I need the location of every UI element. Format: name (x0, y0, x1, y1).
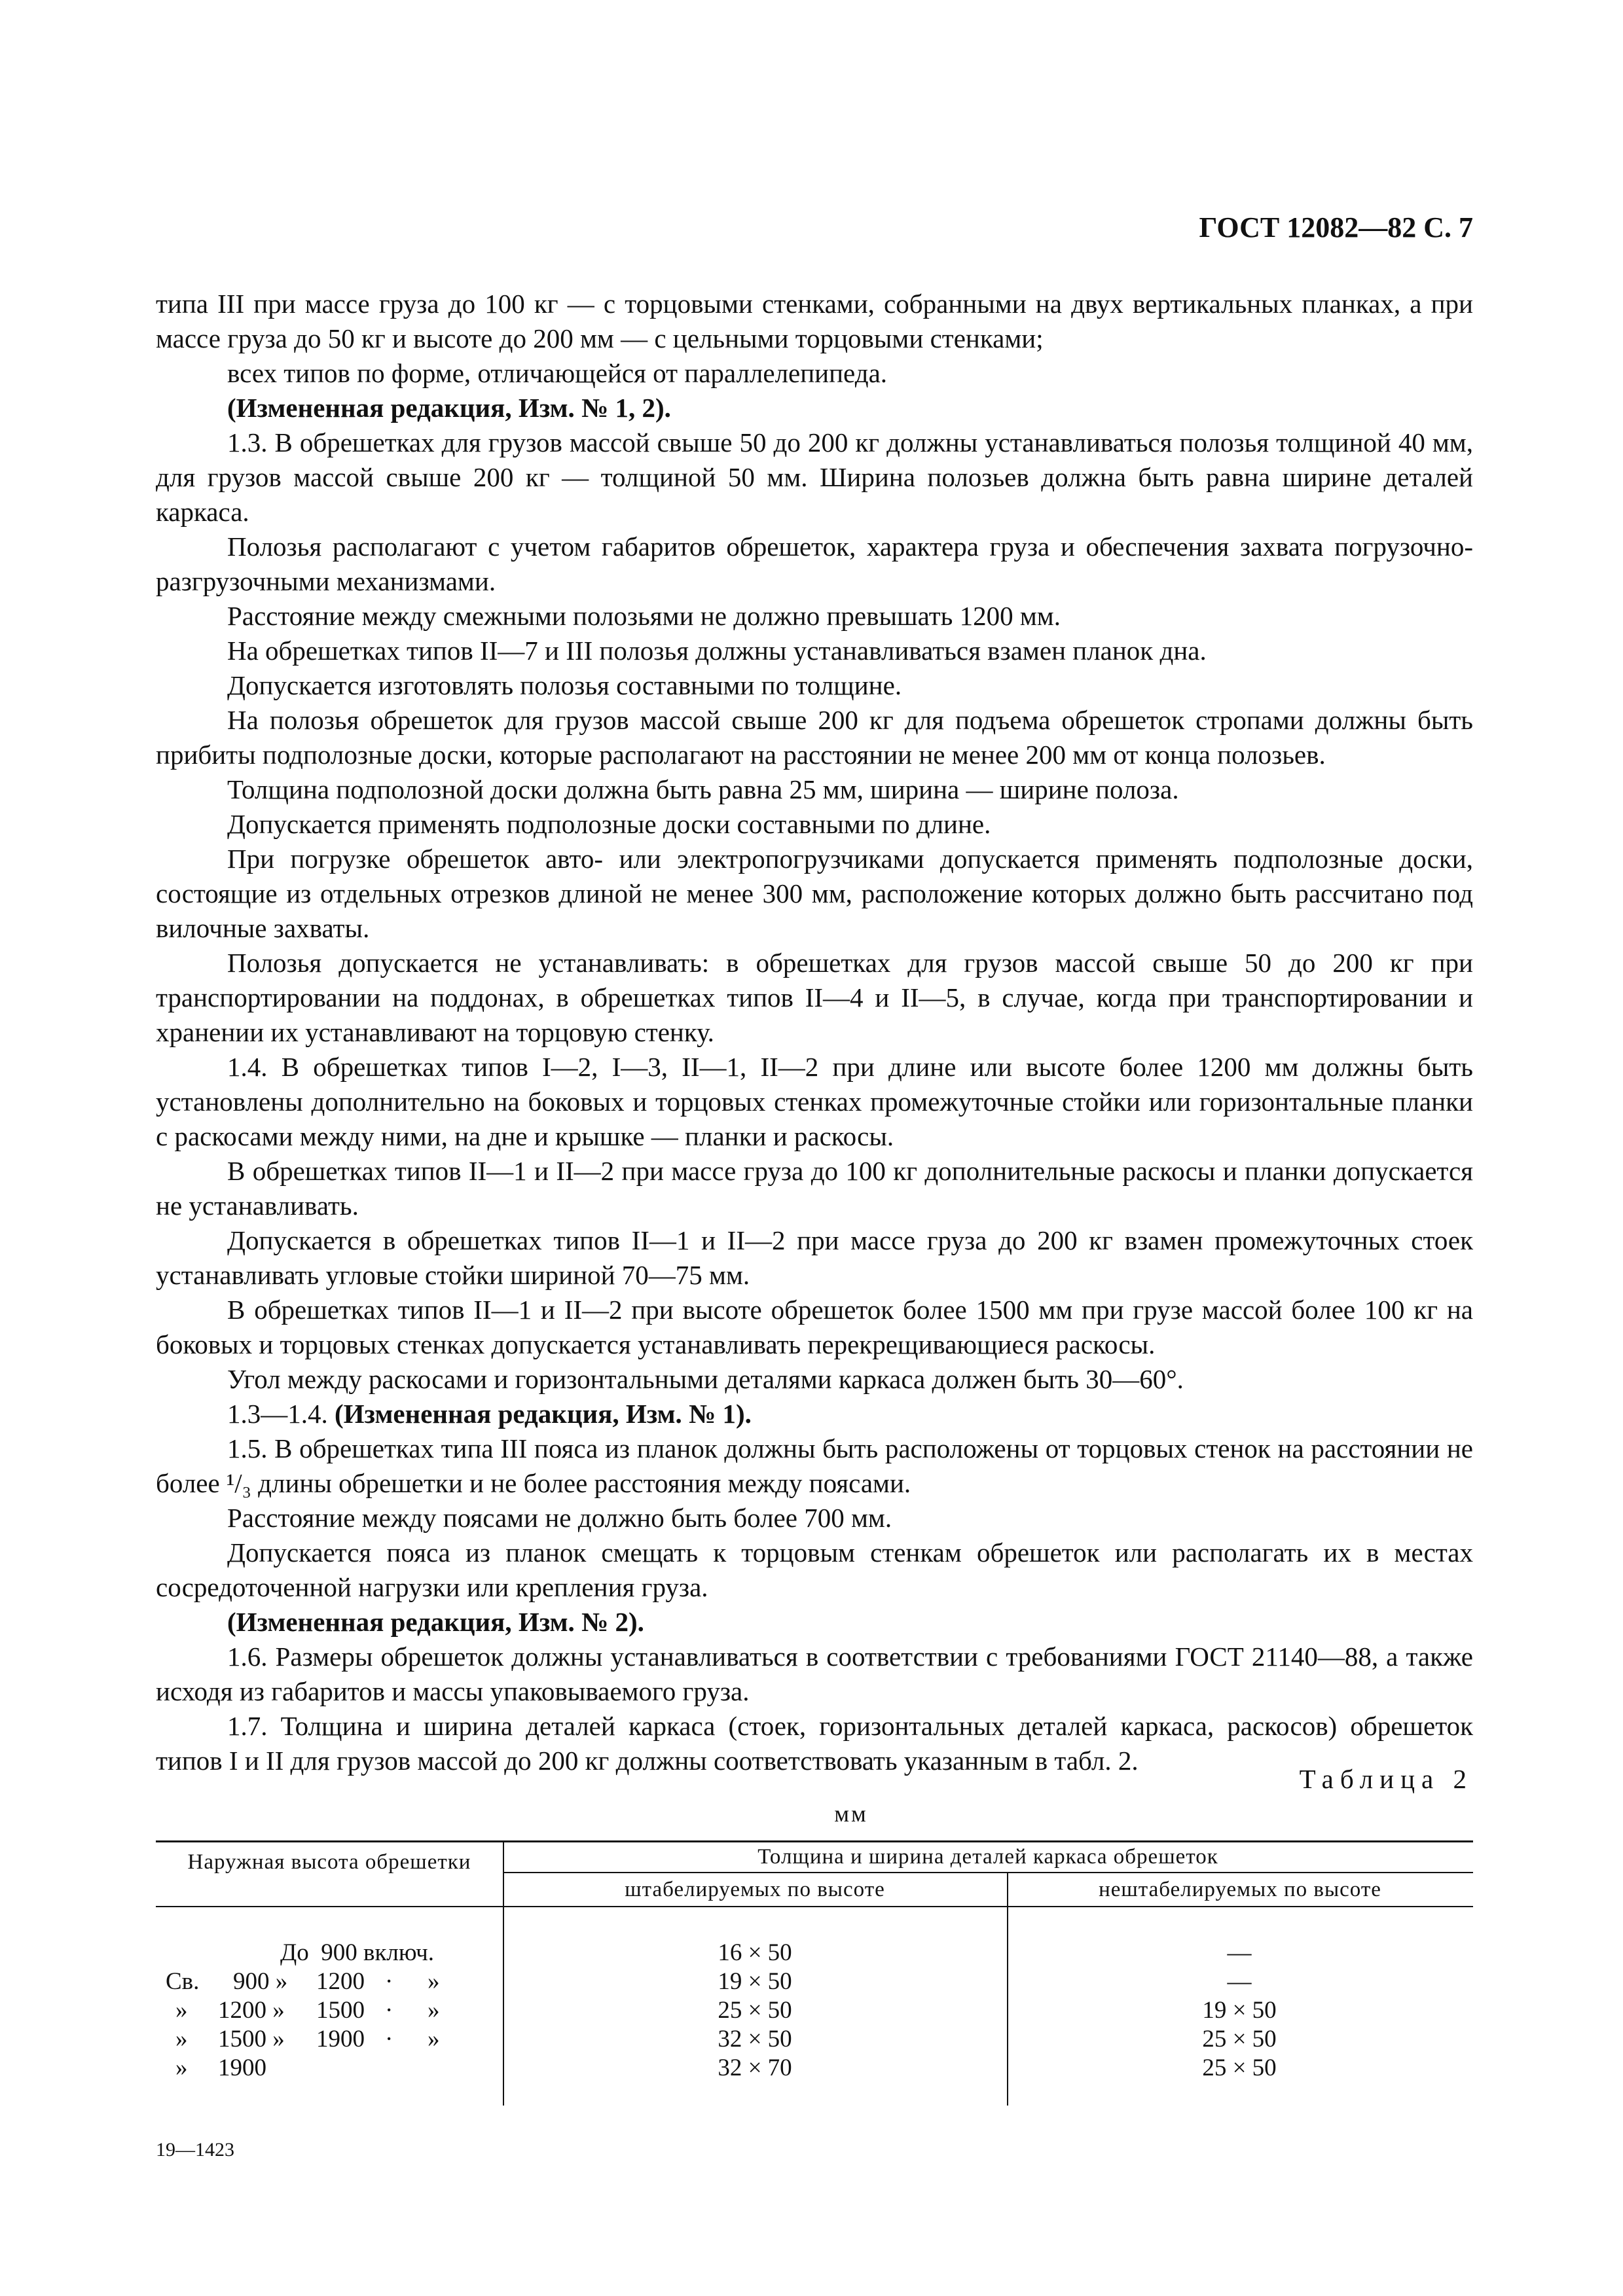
row-prefix: Св. (166, 1968, 200, 1995)
row-ditto-mark: » (428, 1968, 440, 1995)
paragraph: 1.6. Размеры обрешеток должны устанавливаться в соответствии с требованиями ГОСТ 21140—88, а также исходя из габаритов и массы упаковываемого груза. (156, 1641, 1473, 1706)
cell-stackable: 32 × 70 (718, 2054, 792, 2081)
row-prefix: » (175, 1997, 188, 2024)
paragraph: Допускается применять подполозные доски составными по длине. (227, 809, 991, 839)
paragraph: Полозья располагают с учетом габаритов обрешеток, характера груза и обеспечения захвата погрузочно-разгрузочными механизмами. (156, 531, 1473, 596)
paragraph: типа III при массе груза до 100 кг — с торцовыми стенками, собранными на двух вертикальных планках, а при массе груза до 50 кг и высоте до 200 мм — с цельными торцовыми стенками; (156, 289, 1473, 353)
table-top-rule (156, 1840, 1473, 1842)
row-ditto-dot: · (385, 1997, 393, 2024)
row-ditto-mark: » (428, 1997, 440, 2024)
amendment-note: (Измененная редакция, Изм. № 2). (227, 1607, 644, 1637)
paragraph: Расстояние между смежными полозьями не должно превышать 1200 мм. (227, 601, 1061, 631)
row-ditto-dot: · (385, 2026, 393, 2053)
row-from: 1500 » (218, 2026, 285, 2053)
table-group-rule (503, 1872, 1473, 1873)
paragraph: всех типов по форме, отличающейся от параллелепипеда. (227, 358, 888, 388)
table-caption: Таблица 2 (1299, 1764, 1473, 1794)
cell-stackable: 25 × 50 (718, 1997, 792, 2024)
header-outer-height: Наружная высота обрешетки (187, 1850, 471, 1874)
cell-non-stackable: 19 × 50 (1202, 1997, 1277, 2024)
amendment-note-mixed (156, 1397, 1473, 1431)
paragraph: В обрешетках типов II—1 и II—2 при высоте обрешеток более 1500 мм при грузе массой более 100 кг на боковых и торцовых стенках допускается устанавливать перекрещивающиеся раскосы. (156, 1295, 1473, 1359)
paragraph: Угол между раскосами и горизонтальными деталями каркаса должен быть 30—60°. (227, 1364, 1184, 1394)
row-to: 1500 (316, 1997, 365, 2024)
row-from: 1200 » (218, 1997, 285, 2024)
row-prefix: » (175, 2026, 188, 2053)
paragraph: 1.7. Толщина и ширина деталей каркаса (стоек, горизонтальных деталей каркаса, раскосов) обрешеток типов I и II для грузов массой до 200 кг должны соответствовать указанным в табл. 2. (156, 1711, 1473, 1776)
row-height-range: До 900 включ. (280, 1939, 434, 1966)
paragraph: Полозья допускается не устанавливать: в обрешетках для грузов массой свыше 50 до 200 кг при транспортировании на поддонах, в обрешетках типов II—4 и II—5, в случае, когда при транспортировании и хранении их устанавливают на торцовую стенку. (156, 948, 1473, 1047)
amendment-note: (Измененная редакция, Изм. № 1, 2). (227, 393, 671, 423)
paragraph: 1.4. В обрешетках типов I—2, I—3, II—1, II—2 при длине или высоте более 1200 мм должны быть установлены дополнительно на боковых и торцовых стенках промежуточные стойки или горизонтальные планки с раскосами между ними, на дне и крышке — планки и раскосы. (156, 1052, 1473, 1151)
cell-stackable: 19 × 50 (718, 1968, 792, 1995)
cell-stackable: 16 × 50 (718, 1939, 792, 1966)
page-footer-code: 19—1423 (156, 2139, 234, 2161)
row-ditto-mark: » (428, 2026, 440, 2053)
paragraph: Допускается в обрешетках типов II—1 и II—2 при массе груза до 200 кг взамен промежуточных стоек устанавливать угловые стойки шириной 70—75 мм. (156, 1225, 1473, 1290)
paragraph: Расстояние между поясами не должно быть более 700 мм. (227, 1503, 892, 1533)
paragraph: 1.3. В обрешетках для грузов массой свыше 50 до 200 кг должны устанавливаться полозья толщиной 40 мм, для грузов массой свыше 200 кг — толщиной 50 мм. Ширина полозьев должна быть равна ширине деталей каркаса. (156, 427, 1473, 527)
row-prefix: » (175, 2054, 188, 2081)
row-ditto-dot: · (385, 1968, 393, 1995)
amendment-bold: (Измененная редакция, Изм. № 1). (335, 1399, 752, 1429)
table-header-rule (156, 1906, 1473, 1907)
header-non-stackable: нештабелируемых по высоте (1099, 1878, 1381, 1901)
amendment-lead: 1.3—1.4. (227, 1399, 335, 1429)
page-header: ГОСТ 12082—82 С. 7 (1199, 211, 1473, 243)
header-group: Толщина и ширина деталей каркаса обрешеток (757, 1845, 1218, 1869)
paragraph: Толщина подполозной доски должна быть равна 25 мм, ширина — ширине полоза. (227, 774, 1179, 804)
cell-non-stackable: — (1227, 1968, 1252, 1995)
header-stackable: штабелируемых по высоте (625, 1878, 885, 1901)
body-text (156, 287, 1473, 1778)
paragraph: Допускается изготовлять полозья составными по толщине. (227, 670, 902, 700)
paragraph: 1.5. В обрешетках типа III пояса из планок должны быть расположены от торцовых стенок на расстоянии не более ¹/₃ длины обрешетки и не более расстояния между поясами. (156, 1433, 1473, 1498)
table-units: мм (834, 1801, 868, 1827)
row-from: 1900 (218, 2054, 266, 2081)
paragraph: На полозья обрешеток для грузов массой свыше 200 кг для подъема обрешеток стропами должны быть прибиты подполозные доски, которые располагают на расстоянии не менее 200 мм от конца полозьев. (156, 705, 1473, 770)
paragraph: При погрузке обрешеток авто- или электропогрузчиками допускается применять подполозные доски, состоящие из отдельных отрезков длиной не менее 300 мм, расположение которых должно быть рассчитано под вилочные захваты. (156, 844, 1473, 943)
cell-non-stackable: 25 × 50 (1202, 2026, 1277, 2053)
cell-stackable: 32 × 50 (718, 2026, 792, 2053)
paragraph: Допускается пояса из планок смещать к торцовым стенкам обрешеток или располагать их в местах сосредоточенной нагрузки или крепления груза. (156, 1537, 1473, 1602)
table-col-divider-2 (1007, 1872, 1008, 2106)
row-to: 1200 (316, 1968, 365, 1995)
dimensions-table (156, 1840, 1473, 2106)
cell-non-stackable: — (1227, 1939, 1252, 1966)
cell-non-stackable: 25 × 50 (1202, 2054, 1277, 2081)
row-to: 1900 (316, 2026, 365, 2053)
paragraph: В обрешетках типов II—1 и II—2 при массе груза до 100 кг дополнительные раскосы и планки допускается не устанавливать. (156, 1156, 1473, 1221)
paragraph: На обрешетках типов II—7 и III полозья должны устанавливаться взамен планок дна. (227, 636, 1207, 666)
row-from: 900 » (233, 1968, 288, 1995)
